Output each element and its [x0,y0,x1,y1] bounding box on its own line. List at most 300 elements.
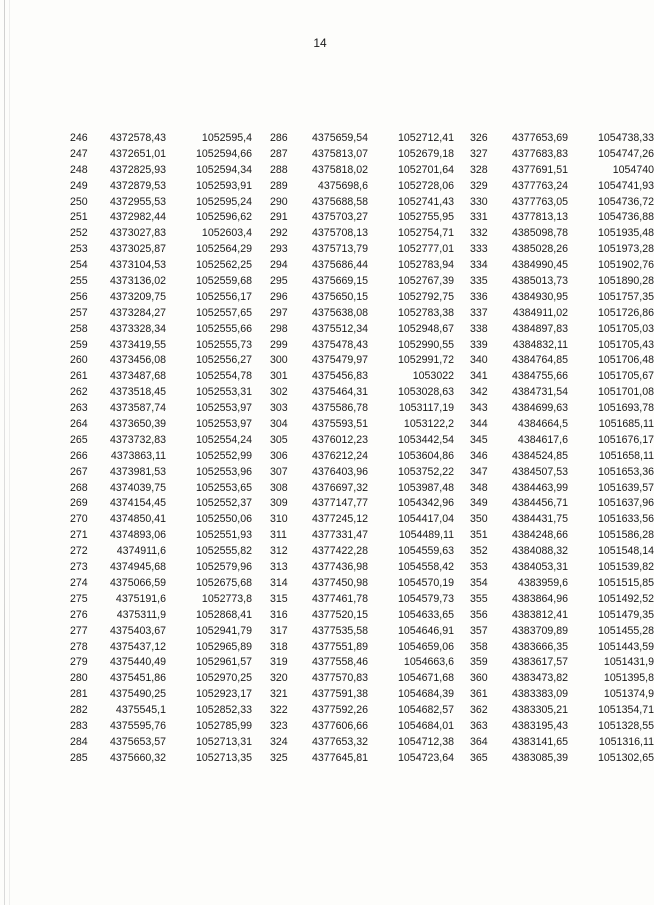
x-coordinate: 4377653,32 [312,735,368,748]
table-row [270,560,454,576]
table-row [470,322,654,338]
table-row [70,226,252,242]
y-coordinate: 1051701,08 [598,386,654,399]
y-coordinate: 1054663,6 [403,656,454,669]
table-row [70,512,252,528]
x-coordinate: 4373981,53 [110,465,166,478]
point-number: 246 [70,132,88,144]
point-number: 350 [470,513,488,526]
x-coordinate: 4377763,24 [512,179,568,192]
x-coordinate: 4372955,53 [110,195,166,208]
y-coordinate: 1053604,86 [398,449,454,462]
table-row [70,703,252,719]
y-coordinate: 1052555,66 [196,322,252,335]
y-coordinate: 1051539,82 [598,561,654,574]
point-number: 264 [70,418,88,431]
x-coordinate: 4384832,11 [512,338,568,351]
table-row [470,465,654,481]
scan-edge-line [4,0,5,905]
table-row [270,671,454,687]
x-coordinate: 4384897,83 [512,322,568,335]
x-coordinate: 4375686,44 [312,259,368,272]
y-coordinate: 1051354,71 [598,704,654,717]
y-coordinate: 1052970,25 [196,672,252,685]
y-coordinate: 1053122,2 [403,418,454,431]
y-coordinate: 1051705,43 [598,338,654,351]
x-coordinate: 4384755,66 [512,370,568,383]
x-coordinate: 4375659,54 [312,132,368,144]
y-coordinate: 1053117,19 [398,402,454,415]
x-coordinate: 4377461,78 [312,592,368,605]
table-row [270,210,454,226]
table-row [270,608,454,624]
table-row [70,131,252,147]
x-coordinate: 4374039,75 [110,481,166,494]
y-coordinate: 1051639,57 [598,481,654,494]
x-coordinate: 4383383,09 [512,688,568,701]
point-number: 357 [470,624,488,637]
x-coordinate: 4374911,6 [116,545,166,558]
table-row [70,671,252,687]
point-number: 355 [470,592,488,605]
table-row [470,195,654,211]
table-row [270,655,454,671]
y-coordinate: 1053987,48 [398,481,454,494]
point-number: 254 [70,259,88,272]
table-row [270,179,454,195]
table-row [470,703,654,719]
point-number: 359 [470,656,488,669]
y-coordinate: 1054684,01 [398,719,454,732]
y-coordinate: 1052551,93 [196,529,252,542]
table-row [470,624,654,640]
y-coordinate: 1053022 [412,370,454,383]
y-coordinate: 1052555,82 [196,545,252,558]
y-coordinate: 1054741,93 [598,179,654,192]
y-coordinate: 1052713,35 [196,751,252,764]
y-coordinate: 1052792,75 [398,290,454,303]
table-row [270,258,454,274]
point-number: 295 [270,275,288,288]
point-number: 352 [470,545,488,558]
point-number: 285 [70,751,88,764]
coordinates-column-1 [70,131,252,767]
y-coordinate: 1054417,04 [398,513,454,526]
x-coordinate: 4375545,1 [115,704,166,717]
x-coordinate: 4383709,89 [512,624,568,637]
y-coordinate: 1054342,96 [398,497,454,510]
y-coordinate: 1054633,65 [398,608,454,621]
x-coordinate: 4377245,12 [312,513,368,526]
point-number: 277 [70,624,88,637]
y-coordinate: 1051706,48 [598,354,654,367]
y-coordinate: 1051431,9 [603,656,654,669]
x-coordinate: 4375456,83 [312,370,368,383]
x-coordinate: 4385013,73 [512,275,568,288]
x-coordinate: 4377422,28 [312,545,368,558]
y-coordinate: 1052554,24 [196,433,252,446]
point-number: 362 [470,704,488,717]
x-coordinate: 4375669,15 [312,275,368,288]
x-coordinate: 4375490,25 [110,688,166,701]
table-row [470,226,654,242]
x-coordinate: 4377683,83 [512,147,568,160]
y-coordinate: 1052755,95 [398,211,454,224]
y-coordinate: 1052783,38 [398,306,454,319]
point-number: 293 [270,243,288,256]
y-coordinate: 1051633,56 [598,513,654,526]
y-coordinate: 1052556,27 [196,354,252,367]
y-coordinate: 1052553,65 [196,481,252,494]
y-coordinate: 1052555,73 [196,338,252,351]
x-coordinate: 4383473,82 [512,672,568,685]
y-coordinate: 1052777,01 [398,243,454,256]
x-coordinate: 4377570,83 [312,672,368,685]
x-coordinate: 4377551,89 [312,640,368,653]
point-number: 346 [470,449,488,462]
y-coordinate: 1052728,06 [398,179,454,192]
y-coordinate: 1052754,71 [398,227,454,240]
x-coordinate: 4377331,47 [312,529,368,542]
table-row [270,226,454,242]
x-coordinate: 4377535,58 [312,624,368,637]
x-coordinate: 4383617,57 [512,656,568,669]
x-coordinate: 4383864,96 [512,592,568,605]
table-row [70,306,252,322]
y-coordinate: 1052552,99 [196,449,252,462]
y-coordinate: 1052741,43 [398,195,454,208]
point-number: 351 [470,529,488,542]
x-coordinate: 4373025,87 [110,243,166,256]
table-row [470,242,654,258]
table-row [270,163,454,179]
table-row [270,353,454,369]
point-number: 290 [270,195,288,208]
y-coordinate: 1052868,41 [196,608,252,621]
point-number: 309 [270,497,288,510]
table-row [70,481,252,497]
point-number: 356 [470,608,488,621]
y-coordinate: 1054559,63 [398,545,454,558]
point-number: 280 [70,672,88,685]
table-row [70,290,252,306]
table-row [70,163,252,179]
point-number: 257 [70,306,88,319]
point-number: 283 [70,719,88,732]
x-coordinate: 4384431,75 [512,513,568,526]
table-row [70,655,252,671]
point-number: 364 [470,735,488,748]
table-row [270,751,454,767]
y-coordinate: 1052948,67 [398,322,454,335]
table-row [70,735,252,751]
x-coordinate: 4375191,6 [115,592,166,605]
x-coordinate: 4384053,31 [512,561,568,574]
table-row [270,322,454,338]
table-row [270,465,454,481]
table-row [270,512,454,528]
y-coordinate: 1052594,34 [196,163,252,176]
table-row [270,528,454,544]
y-coordinate: 1054659,06 [398,640,454,653]
point-number: 326 [470,132,488,144]
point-number: 328 [470,163,488,176]
y-coordinate: 1051705,67 [598,370,654,383]
y-coordinate: 1053752,22 [398,465,454,478]
table-row [270,719,454,735]
x-coordinate: 4372982,44 [110,211,166,224]
y-coordinate: 1052596,62 [196,211,252,224]
point-number: 312 [270,545,288,558]
point-number: 314 [270,576,288,589]
x-coordinate: 4376212,24 [312,449,368,462]
y-coordinate: 1052852,33 [196,704,252,717]
table-row [270,338,454,354]
x-coordinate: 4375311,9 [116,608,166,621]
y-coordinate: 1052961,57 [196,656,252,669]
point-number: 299 [270,338,288,351]
x-coordinate: 4375066,59 [110,576,166,589]
point-number: 253 [70,243,88,256]
y-coordinate: 1052559,68 [196,275,252,288]
point-number: 267 [70,465,88,478]
table-row [70,353,252,369]
table-row [470,719,654,735]
point-number: 315 [270,592,288,605]
x-coordinate: 4375698,6 [317,179,368,192]
x-coordinate: 4375638,08 [312,306,368,319]
y-coordinate: 1051586,28 [598,529,654,542]
table-row [470,417,654,433]
table-row [470,560,654,576]
point-number: 305 [270,433,288,446]
y-coordinate: 1052712,41 [398,132,454,144]
table-row [470,306,654,322]
y-coordinate: 1053028,63 [398,386,454,399]
table-row [470,353,654,369]
y-coordinate: 1052783,94 [398,259,454,272]
x-coordinate: 4384088,32 [512,545,568,558]
table-row [470,496,654,512]
x-coordinate: 4377147,77 [312,497,368,510]
point-number: 325 [270,751,288,764]
x-coordinate: 4375595,76 [110,719,166,732]
table-row [270,481,454,497]
y-coordinate: 1052785,99 [196,719,252,732]
y-coordinate: 1052553,97 [196,418,252,431]
point-number: 307 [270,465,288,478]
y-coordinate: 1054671,68 [398,672,454,685]
point-number: 320 [270,672,288,685]
point-number: 341 [470,370,488,383]
table-row [270,687,454,703]
table-row [470,369,654,385]
point-number: 298 [270,322,288,335]
y-coordinate: 1052603,4 [201,227,252,240]
y-coordinate: 1052595,24 [196,195,252,208]
y-coordinate: 1052556,17 [196,290,252,303]
y-coordinate: 1052713,31 [196,735,252,748]
point-number: 270 [70,513,88,526]
table-row [470,608,654,624]
table-row [70,417,252,433]
point-number: 256 [70,290,88,303]
table-row [70,528,252,544]
table-row [70,544,252,560]
y-coordinate: 1051374,9 [603,688,654,701]
x-coordinate: 4375440,49 [110,656,166,669]
x-coordinate: 4373487,68 [110,370,166,383]
y-coordinate: 1054740 [612,163,654,176]
y-coordinate: 1054723,64 [398,751,454,764]
table-row [70,560,252,576]
table-row [70,751,252,767]
x-coordinate: 4377691,51 [512,163,568,176]
point-number: 332 [470,227,488,240]
y-coordinate: 1051443,59 [598,640,654,653]
x-coordinate: 4375464,31 [312,386,368,399]
table-row [270,147,454,163]
point-number: 365 [470,751,488,764]
x-coordinate: 4374945,68 [110,561,166,574]
y-coordinate: 1052593,91 [196,179,252,192]
table-row [70,465,252,481]
x-coordinate: 4383666,35 [512,640,568,653]
table-row [70,369,252,385]
x-coordinate: 4383959,6 [517,576,568,589]
point-number: 317 [270,624,288,637]
y-coordinate: 1052557,65 [196,306,252,319]
point-number: 344 [470,418,488,431]
table-row [70,242,252,258]
table-row [270,385,454,401]
point-number: 353 [470,561,488,574]
table-row [470,433,654,449]
x-coordinate: 4375708,13 [312,227,368,240]
x-coordinate: 4375713,79 [312,243,368,256]
point-number: 269 [70,497,88,510]
x-coordinate: 4384456,71 [512,497,568,510]
x-coordinate: 4377450,98 [312,576,368,589]
x-coordinate: 4373732,83 [110,433,166,446]
point-number: 313 [270,561,288,574]
y-coordinate: 1052594,66 [196,147,252,160]
table-row [270,369,454,385]
x-coordinate: 4375818,02 [312,163,368,176]
point-number: 322 [270,704,288,717]
y-coordinate: 1051676,17 [598,433,654,446]
point-number: 248 [70,163,88,176]
x-coordinate: 4375660,32 [110,751,166,764]
table-row [470,147,654,163]
point-number: 281 [70,688,88,701]
table-row [70,401,252,417]
x-coordinate: 4377813,13 [512,211,568,224]
y-coordinate: 1054579,73 [398,592,454,605]
x-coordinate: 4375688,58 [312,195,368,208]
point-number: 349 [470,497,488,510]
point-number: 358 [470,640,488,653]
x-coordinate: 4383141,65 [512,735,568,748]
table-row [270,195,454,211]
x-coordinate: 4375512,34 [312,322,368,335]
x-coordinate: 4372879,53 [110,179,166,192]
point-number: 292 [270,227,288,240]
x-coordinate: 4372578,43 [110,132,166,144]
y-coordinate: 1051653,36 [598,465,654,478]
x-coordinate: 4375478,43 [312,338,368,351]
table-row [470,640,654,656]
x-coordinate: 4383195,43 [512,719,568,732]
y-coordinate: 1054712,38 [398,735,454,748]
table-row [70,624,252,640]
table-row [470,290,654,306]
point-number: 340 [470,354,488,367]
point-number: 297 [270,306,288,319]
table-row [470,385,654,401]
y-coordinate: 1052675,68 [196,576,252,589]
point-number: 361 [470,688,488,701]
x-coordinate: 4377520,15 [312,608,368,621]
y-coordinate: 1051515,85 [598,576,654,589]
point-number: 329 [470,179,488,192]
table-row [470,449,654,465]
table-row [70,195,252,211]
table-row [270,401,454,417]
x-coordinate: 4385098,78 [512,227,568,240]
y-coordinate: 1054736,88 [598,211,654,224]
point-number: 308 [270,481,288,494]
point-number: 360 [470,672,488,685]
y-coordinate: 1052767,39 [398,275,454,288]
table-row [470,687,654,703]
x-coordinate: 4376697,32 [312,481,368,494]
point-number: 296 [270,290,288,303]
y-coordinate: 1052579,96 [196,561,252,574]
y-coordinate: 1051479,35 [598,608,654,621]
x-coordinate: 4374154,45 [110,497,166,510]
x-coordinate: 4375586,78 [312,402,368,415]
point-number: 255 [70,275,88,288]
table-row [270,306,454,322]
table-row [70,592,252,608]
point-number: 279 [70,656,88,669]
table-row [470,338,654,354]
x-coordinate: 4375593,51 [312,418,368,431]
point-number: 311 [270,529,287,542]
table-row [270,449,454,465]
table-row [70,433,252,449]
table-row [70,258,252,274]
table-row [270,417,454,433]
table-row [70,210,252,226]
point-number: 262 [70,386,88,399]
table-row [470,655,654,671]
x-coordinate: 4372825,93 [110,163,166,176]
table-row [70,608,252,624]
y-coordinate: 1052990,55 [398,338,454,351]
table-row [70,274,252,290]
x-coordinate: 4383085,39 [512,751,568,764]
table-row [70,496,252,512]
x-coordinate: 4383812,41 [512,608,568,621]
x-coordinate: 4374893,06 [110,529,166,542]
x-coordinate: 4373518,45 [110,386,166,399]
point-number: 336 [470,290,488,303]
y-coordinate: 1051705,03 [598,322,654,335]
x-coordinate: 4375437,12 [110,640,166,653]
point-number: 287 [270,147,288,160]
